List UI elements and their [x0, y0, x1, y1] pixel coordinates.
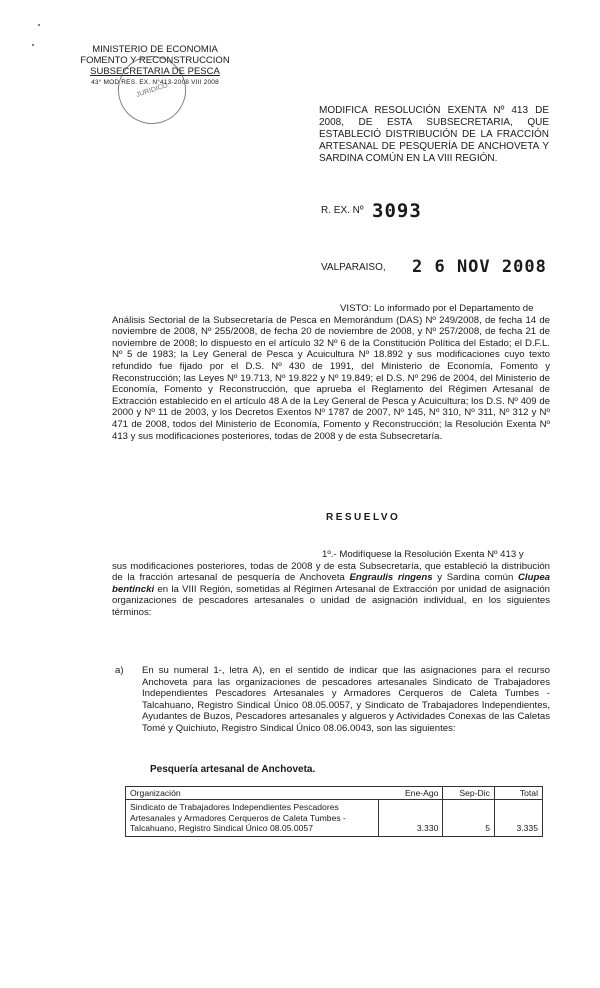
letterhead-file-code: 43° MOD RES. EX. N°413-2008 VIII 2008	[91, 79, 219, 86]
table-row	[126, 800, 543, 837]
table-header-row	[126, 787, 543, 800]
cell-organizacion: Sindicato de Trabajadores Independientes Pescadores Artesanales y Armadores Cerqueros de Caleta Tumbes - Talcahuano, Registro Sindical Único 08.05.0057	[126, 800, 379, 837]
article-1-part: y Sardina común	[432, 572, 518, 584]
article-1	[112, 549, 550, 619]
col-ene-ago: Ene-Ago	[378, 787, 443, 800]
letterhead-subsecretaria: SUBSECRETARIA DE PESCA	[90, 66, 220, 77]
col-organizacion: Organización	[126, 787, 379, 800]
cell-ene-ago: 3.330	[378, 800, 443, 837]
cell-sep-dic: 5	[443, 800, 495, 837]
cell-total: 3.335	[494, 800, 542, 837]
item-a-text: En su numeral 1-, letra A), en el sentido de indicar que las asignaciones para el recurso Anchoveta para las organizaciones de pescadores artesanales Sindicato de Trabajadores Independientes Pescadores Artesanales y Armadores Cerqueros de Caleta Tumbes - Talcahuano, Registro Sindical Único 08.05.0057, y Sindicato de Trabajadores Independientes, Ayudantes de Buzos, Pescadores artesanales y algueros y Actividades Conexas de las Caletas Tomé y Quichiuto, Registro Sindical Único 08.06.0043, son las siguientes:	[142, 665, 550, 734]
item-a	[115, 665, 550, 735]
scan-speck	[32, 44, 34, 46]
letterhead-ministry-sub: FOMENTO Y RECONSTRUCCION	[80, 55, 230, 66]
place: VALPARAISO,	[321, 262, 386, 273]
resolution-label: R. EX. Nº	[321, 205, 364, 216]
article-1-text	[112, 561, 550, 619]
resolution-number: 3093	[372, 200, 422, 222]
col-total: Total	[494, 787, 542, 800]
species-clupea: Clupea bentincki	[112, 572, 550, 595]
date-stamp: 2 6 NOV 2008	[412, 257, 547, 277]
table-heading: Pesquería artesanal de Anchoveta.	[150, 764, 316, 775]
visto-lead: VISTO: Lo informado por el Departamento de	[340, 303, 534, 314]
reference-summary: MODIFICA RESOLUCIÓN EXENTA Nº 413 DE 2008, DE ESTA SUBSECRETARIA, QUE ESTABLECIÓ DISTRIBUCIÓN DE LA FRACCIÓN ARTESANAL DE PESQUERÍA DE ANCHOVETA Y SARDINA COMÚN EN LA VIII REGIÓN.	[319, 105, 549, 164]
allocation-table	[125, 786, 543, 837]
scan-speck	[38, 24, 40, 26]
stamp-text: JURIDICO	[135, 81, 169, 99]
letterhead-ministry: MINISTERIO DE ECONOMIA	[92, 44, 218, 55]
item-a-mark: a)	[115, 665, 124, 676]
article-1-lead: 1º.- Modifíquese la Resolución Exenta Nº 413 y	[322, 549, 524, 560]
article-1-part: en la VIII Región, sometidas al Régimen Artesanal de Extracción por unidad de asignación organizaciones de pescadores artesanales o unidad de asignación individual, en los siguientes términos:	[112, 583, 550, 618]
species-engraulis: Engraulis ringens	[349, 572, 433, 584]
article-1-part: sus modificaciones posteriores, todas de 2008 y de esta Subsecretaría, que estableció la distribución de la fracción artesanal de pesquería de Anchoveta	[112, 560, 550, 584]
visto-text: Análisis Sectorial de la Subsecretaría de Pesca en Memorándum (DAS) Nº 249/2008, de fecha 14 de noviembre de 2008, Nº 255/2008, de fecha 20 de noviembre de 2008, y Nº 257/2008, de fecha 21 de noviembre de 2008; lo dispuesto en el artículo 32 Nº 6 de la Constitución Política del Estado; el D.F.L. Nº 5 de 1983; la Ley General de Pesca y Acuicultura Nº 18.892 y sus modificaciones cuyo texto refundido fue fijado por el D.S. Nº 430 de 1991, del Ministerio de Economía, Fomento y Reconstrucción; las Leyes Nº 19.713, Nº 19.822 y Nº 19.849; el D.S. Nº 296 de 2004, del Ministerio de Economía, Fomento y Reconstrucción, que aprueba el Reglamento del Régimen Artesanal de Extracción establecido en el artículo 48 A de la Ley General de Pesca y Acuicultura; los D.S. Nº 409 de 2000 y Nº 11 de 2003, y los Decretos Exentos Nº 1787 de 2007, Nº 145, Nº 310, Nº 311, Nº 312 y Nº 471 de 2008, todos del Ministerio de Economía, Fomento y Reconstrucción; la Resolución Exenta Nº 413 y sus modificaciones posteriores, todas de 2008 y de esta Subsecretaría.	[112, 314, 550, 442]
visto-section	[112, 303, 550, 442]
col-sep-dic: Sep-Dic	[443, 787, 495, 800]
resuelvo-heading: RESUELVO	[326, 512, 401, 523]
